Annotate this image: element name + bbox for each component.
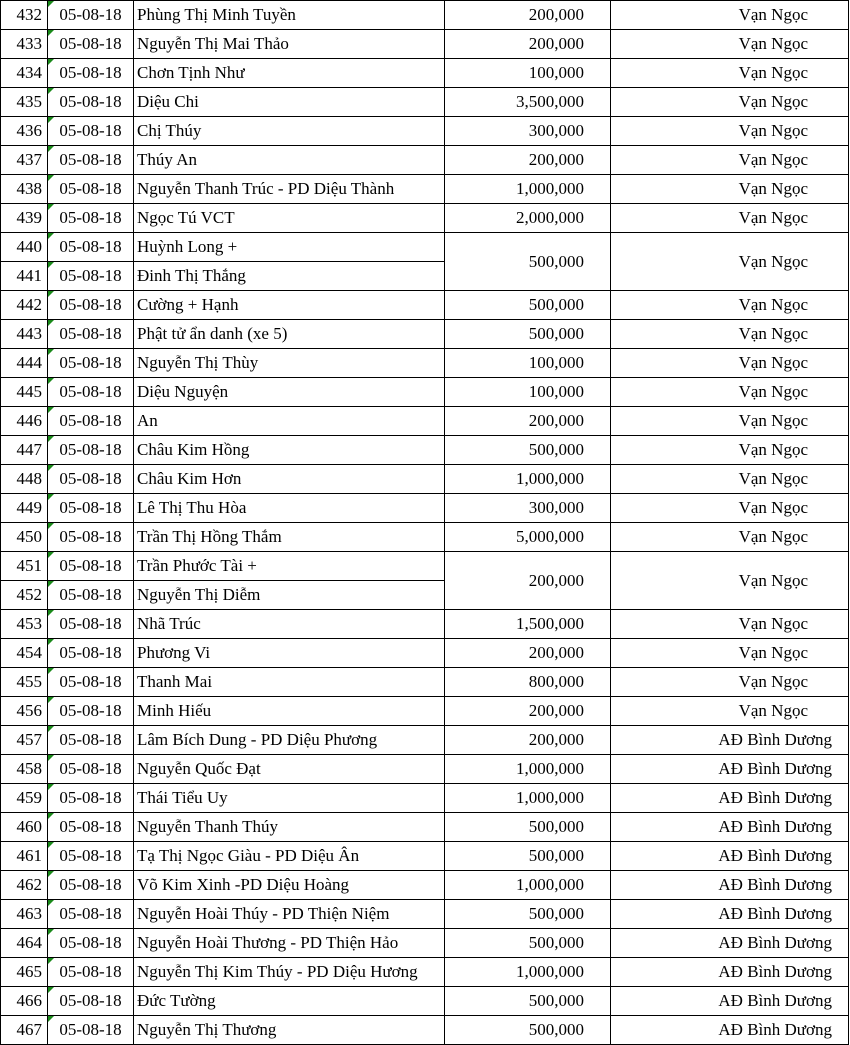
row-number: 465 xyxy=(1,958,48,987)
donor-name: Nguyễn Thanh Thúy xyxy=(134,813,445,842)
table-row xyxy=(1,465,849,494)
table-row xyxy=(1,88,849,117)
donation-place: Vạn Ngọc xyxy=(611,146,849,175)
donation-place: Vạn Ngọc xyxy=(611,697,849,726)
donor-name: Tạ Thị Ngọc Giàu - PD Diệu Ân xyxy=(134,842,445,871)
donation-amount: 500,000 xyxy=(445,900,611,929)
row-date: 05-08-18 xyxy=(48,726,134,755)
donation-amount: 500,000 xyxy=(445,291,611,320)
donation-amount: 200,000 xyxy=(445,552,611,610)
table-row xyxy=(1,784,849,813)
donor-name: Nguyễn Quốc Đạt xyxy=(134,755,445,784)
donation-place: Vạn Ngọc xyxy=(611,233,849,291)
row-date: 05-08-18 xyxy=(48,871,134,900)
donation-amount: 1,000,000 xyxy=(445,871,611,900)
row-date: 05-08-18 xyxy=(48,204,134,233)
table-row xyxy=(1,726,849,755)
row-date: 05-08-18 xyxy=(48,929,134,958)
row-date: 05-08-18 xyxy=(48,1016,134,1045)
donation-amount: 300,000 xyxy=(445,117,611,146)
row-date: 05-08-18 xyxy=(48,610,134,639)
donor-name: Châu Kim Hơn xyxy=(134,465,445,494)
row-number: 443 xyxy=(1,320,48,349)
donation-place: Vạn Ngọc xyxy=(611,552,849,610)
row-number: 433 xyxy=(1,30,48,59)
row-date: 05-08-18 xyxy=(48,755,134,784)
donor-name: Chơn Tịnh Như xyxy=(134,59,445,88)
row-date: 05-08-18 xyxy=(48,262,134,291)
donation-place: AĐ Bình Dương xyxy=(611,813,849,842)
row-date: 05-08-18 xyxy=(48,30,134,59)
donor-name: Võ Kim Xinh -PD Diệu Hoàng xyxy=(134,871,445,900)
table-row xyxy=(1,233,849,262)
table-row xyxy=(1,320,849,349)
donor-name: Diệu Nguyện xyxy=(134,378,445,407)
donation-place: AĐ Bình Dương xyxy=(611,987,849,1016)
donation-amount: 2,000,000 xyxy=(445,204,611,233)
row-number: 455 xyxy=(1,668,48,697)
row-number: 440 xyxy=(1,233,48,262)
row-date: 05-08-18 xyxy=(48,813,134,842)
row-date: 05-08-18 xyxy=(48,291,134,320)
row-date: 05-08-18 xyxy=(48,900,134,929)
row-number: 461 xyxy=(1,842,48,871)
table-row xyxy=(1,1,849,30)
donation-place: Vạn Ngọc xyxy=(611,668,849,697)
row-number: 432 xyxy=(1,1,48,30)
row-number: 466 xyxy=(1,987,48,1016)
donation-amount: 200,000 xyxy=(445,697,611,726)
row-number: 458 xyxy=(1,755,48,784)
row-number: 436 xyxy=(1,117,48,146)
table-row xyxy=(1,668,849,697)
row-date: 05-08-18 xyxy=(48,465,134,494)
row-number: 448 xyxy=(1,465,48,494)
donation-amount: 1,000,000 xyxy=(445,175,611,204)
row-date: 05-08-18 xyxy=(48,175,134,204)
table-row xyxy=(1,958,849,987)
donor-name: Trần Thị Hồng Thắm xyxy=(134,523,445,552)
donation-place: Vạn Ngọc xyxy=(611,320,849,349)
donor-name: Phùng Thị Minh Tuyền xyxy=(134,1,445,30)
donor-name: Đức Tường xyxy=(134,987,445,1016)
donation-place: Vạn Ngọc xyxy=(611,1,849,30)
donation-place: Vạn Ngọc xyxy=(611,291,849,320)
table-row xyxy=(1,175,849,204)
row-number: 457 xyxy=(1,726,48,755)
donation-amount: 5,000,000 xyxy=(445,523,611,552)
table-row xyxy=(1,639,849,668)
row-date: 05-08-18 xyxy=(48,378,134,407)
donation-place: Vạn Ngọc xyxy=(611,117,849,146)
row-number: 451 xyxy=(1,552,48,581)
row-date: 05-08-18 xyxy=(48,668,134,697)
table-row xyxy=(1,117,849,146)
table-row xyxy=(1,291,849,320)
table-row xyxy=(1,30,849,59)
row-date: 05-08-18 xyxy=(48,407,134,436)
table-row xyxy=(1,204,849,233)
donor-name: Nguyễn Thị Thương xyxy=(134,1016,445,1045)
table-row xyxy=(1,610,849,639)
donor-name: Nguyễn Thị Thùy xyxy=(134,349,445,378)
donor-name: Đinh Thị Thắng xyxy=(134,262,445,291)
row-date: 05-08-18 xyxy=(48,349,134,378)
donation-place: AĐ Bình Dương xyxy=(611,871,849,900)
donation-amount: 500,000 xyxy=(445,1016,611,1045)
donor-name: Nguyễn Thị Mai Thảo xyxy=(134,30,445,59)
donor-name: An xyxy=(134,407,445,436)
donation-amount: 1,000,000 xyxy=(445,465,611,494)
row-number: 456 xyxy=(1,697,48,726)
row-date: 05-08-18 xyxy=(48,581,134,610)
table-row xyxy=(1,552,849,581)
row-number: 437 xyxy=(1,146,48,175)
row-number: 452 xyxy=(1,581,48,610)
row-number: 446 xyxy=(1,407,48,436)
row-number: 439 xyxy=(1,204,48,233)
table-row xyxy=(1,407,849,436)
row-date: 05-08-18 xyxy=(48,639,134,668)
row-date: 05-08-18 xyxy=(48,697,134,726)
row-date: 05-08-18 xyxy=(48,436,134,465)
table-row xyxy=(1,1016,849,1045)
table-row xyxy=(1,523,849,552)
row-date: 05-08-18 xyxy=(48,146,134,175)
donation-amount: 500,000 xyxy=(445,929,611,958)
donor-name: Trần Phước Tài + xyxy=(134,552,445,581)
donation-place: Vạn Ngọc xyxy=(611,59,849,88)
donation-amount: 1,000,000 xyxy=(445,755,611,784)
row-number: 459 xyxy=(1,784,48,813)
donation-place: Vạn Ngọc xyxy=(611,436,849,465)
donor-name: Diệu Chi xyxy=(134,88,445,117)
donor-name: Thái Tiểu Uy xyxy=(134,784,445,813)
donor-name: Minh Hiếu xyxy=(134,697,445,726)
donor-name: Phương Vi xyxy=(134,639,445,668)
table-row xyxy=(1,146,849,175)
row-number: 441 xyxy=(1,262,48,291)
donor-name: Thúy An xyxy=(134,146,445,175)
donation-place: Vạn Ngọc xyxy=(611,494,849,523)
donation-place: AĐ Bình Dương xyxy=(611,726,849,755)
row-number: 450 xyxy=(1,523,48,552)
donor-name: Nguyễn Thanh Trúc - PD Diệu Thành xyxy=(134,175,445,204)
row-date: 05-08-18 xyxy=(48,88,134,117)
row-number: 434 xyxy=(1,59,48,88)
table-row xyxy=(1,697,849,726)
donor-name: Châu Kim Hồng xyxy=(134,436,445,465)
row-number: 460 xyxy=(1,813,48,842)
donation-amount: 1,000,000 xyxy=(445,958,611,987)
donor-name: Nguyễn Thị Diễm xyxy=(134,581,445,610)
donation-place: AĐ Bình Dương xyxy=(611,900,849,929)
donation-amount: 200,000 xyxy=(445,30,611,59)
row-date: 05-08-18 xyxy=(48,987,134,1016)
row-date: 05-08-18 xyxy=(48,320,134,349)
row-date: 05-08-18 xyxy=(48,958,134,987)
donation-amount: 500,000 xyxy=(445,813,611,842)
donor-name: Chị Thúy xyxy=(134,117,445,146)
donation-place: Vạn Ngọc xyxy=(611,639,849,668)
donation-amount: 500,000 xyxy=(445,320,611,349)
row-number: 453 xyxy=(1,610,48,639)
donor-name: Nguyễn Hoài Thúy - PD Thiện Niệm xyxy=(134,900,445,929)
row-number: 442 xyxy=(1,291,48,320)
donation-amount: 200,000 xyxy=(445,146,611,175)
donation-amount: 500,000 xyxy=(445,233,611,291)
donation-amount: 500,000 xyxy=(445,436,611,465)
table-row xyxy=(1,813,849,842)
donation-place: AĐ Bình Dương xyxy=(611,1016,849,1045)
donor-name: Lâm Bích Dung - PD Diệu Phương xyxy=(134,726,445,755)
row-date: 05-08-18 xyxy=(48,1,134,30)
table-row xyxy=(1,755,849,784)
donor-name: Phật tử ẩn danh (xe 5) xyxy=(134,320,445,349)
donor-name: Nhã Trúc xyxy=(134,610,445,639)
donation-place: AĐ Bình Dương xyxy=(611,929,849,958)
donation-amount: 1,500,000 xyxy=(445,610,611,639)
row-number: 463 xyxy=(1,900,48,929)
row-date: 05-08-18 xyxy=(48,784,134,813)
donation-place: Vạn Ngọc xyxy=(611,378,849,407)
donor-name: Nguyễn Hoài Thương - PD Thiện Hảo xyxy=(134,929,445,958)
donation-amount: 500,000 xyxy=(445,842,611,871)
row-number: 464 xyxy=(1,929,48,958)
table-row xyxy=(1,842,849,871)
row-number: 445 xyxy=(1,378,48,407)
table-row xyxy=(1,494,849,523)
table-body xyxy=(1,1,849,1045)
donation-place: Vạn Ngọc xyxy=(611,349,849,378)
donation-amount: 100,000 xyxy=(445,349,611,378)
row-date: 05-08-18 xyxy=(48,523,134,552)
donor-name: Cường + Hạnh xyxy=(134,291,445,320)
donation-amount: 200,000 xyxy=(445,726,611,755)
donation-amount: 100,000 xyxy=(445,59,611,88)
table-row xyxy=(1,871,849,900)
row-date: 05-08-18 xyxy=(48,59,134,88)
row-number: 438 xyxy=(1,175,48,204)
row-number: 454 xyxy=(1,639,48,668)
donation-amount: 300,000 xyxy=(445,494,611,523)
donation-amount: 3,500,000 xyxy=(445,88,611,117)
table-row xyxy=(1,436,849,465)
row-number: 467 xyxy=(1,1016,48,1045)
donation-place: Vạn Ngọc xyxy=(611,204,849,233)
row-number: 435 xyxy=(1,88,48,117)
donation-amount: 200,000 xyxy=(445,407,611,436)
donation-place: Vạn Ngọc xyxy=(611,30,849,59)
donation-amount: 100,000 xyxy=(445,378,611,407)
row-date: 05-08-18 xyxy=(48,842,134,871)
table-row xyxy=(1,900,849,929)
row-number: 444 xyxy=(1,349,48,378)
donor-name: Lê Thị Thu Hòa xyxy=(134,494,445,523)
row-number: 447 xyxy=(1,436,48,465)
donation-place: AĐ Bình Dương xyxy=(611,784,849,813)
donation-amount: 200,000 xyxy=(445,1,611,30)
table-row xyxy=(1,929,849,958)
row-date: 05-08-18 xyxy=(48,117,134,146)
donation-place: Vạn Ngọc xyxy=(611,407,849,436)
row-date: 05-08-18 xyxy=(48,552,134,581)
donation-amount: 500,000 xyxy=(445,987,611,1016)
row-number: 462 xyxy=(1,871,48,900)
donation-place: Vạn Ngọc xyxy=(611,175,849,204)
donation-amount: 1,000,000 xyxy=(445,784,611,813)
donation-place: AĐ Bình Dương xyxy=(611,958,849,987)
donor-name: Ngọc Tú VCT xyxy=(134,204,445,233)
row-date: 05-08-18 xyxy=(48,494,134,523)
donation-place: Vạn Ngọc xyxy=(611,88,849,117)
donor-name: Nguyễn Thị Kim Thúy - PD Diệu Hương xyxy=(134,958,445,987)
donation-place: AĐ Bình Dương xyxy=(611,755,849,784)
donation-place: Vạn Ngọc xyxy=(611,523,849,552)
donation-place: AĐ Bình Dương xyxy=(611,842,849,871)
table-row xyxy=(1,349,849,378)
row-number: 449 xyxy=(1,494,48,523)
donation-amount: 200,000 xyxy=(445,639,611,668)
table-row xyxy=(1,59,849,88)
row-date: 05-08-18 xyxy=(48,233,134,262)
table-row xyxy=(1,378,849,407)
donation-amount: 800,000 xyxy=(445,668,611,697)
donor-name: Huỳnh Long + xyxy=(134,233,445,262)
donor-name: Thanh Mai xyxy=(134,668,445,697)
donation-place: Vạn Ngọc xyxy=(611,465,849,494)
table-row xyxy=(1,987,849,1016)
donation-place: Vạn Ngọc xyxy=(611,610,849,639)
